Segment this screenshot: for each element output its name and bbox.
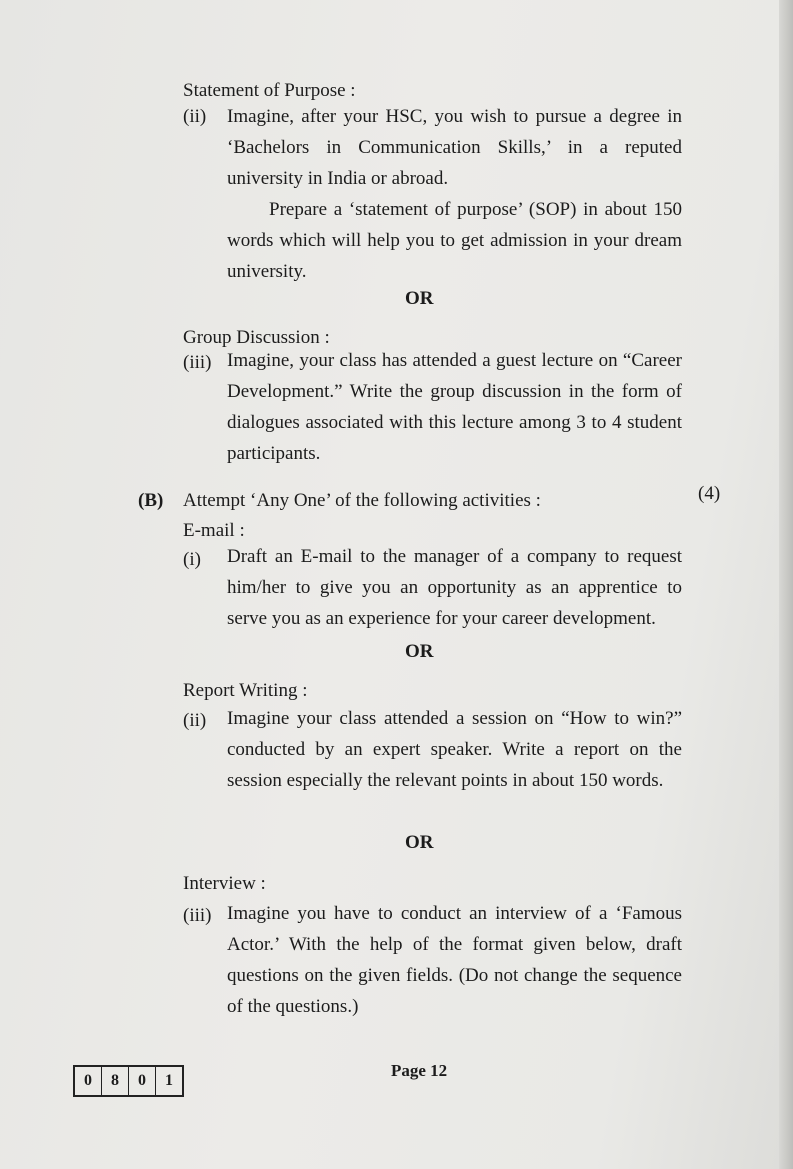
- gd-paragraph: Imagine, your class has attended a guest lecture on “Career Development.” Write the group discussion in the form of dialogues associated with this lecture among 3 to 4 student participants.: [227, 350, 682, 464]
- sop-heading: Statement of Purpose :: [183, 80, 356, 101]
- report-number: (ii): [183, 710, 207, 731]
- paper-code-digit: 0: [75, 1067, 102, 1095]
- email-paragraph: Draft an E-mail to the manager of a company to request him/her to give you an opportunity as an apprentice to serve you as an experience for your career development.: [227, 546, 682, 629]
- part-b-label: (B): [138, 490, 164, 511]
- interview-number: (iii): [183, 905, 212, 926]
- paper-code-digit: 8: [102, 1067, 129, 1095]
- email-number: (i): [183, 549, 201, 570]
- sop-text: [227, 101, 682, 287]
- interview-heading: Interview :: [183, 873, 266, 894]
- gd-number: (iii): [183, 352, 212, 373]
- or-divider-3: OR: [405, 832, 434, 853]
- paper-code-box: [73, 1065, 184, 1097]
- paper-code-digit: 0: [129, 1067, 156, 1095]
- report-paragraph: Imagine your class attended a session on “How to win?” conducted by an expert speaker. Write a report on the session especially the relevant points in about 150 words.: [227, 708, 682, 791]
- gd-text: [227, 345, 682, 469]
- paper-code-digit: 1: [165, 1072, 173, 1089]
- part-b-instruction: Attempt ‘Any One’ of the following activities :: [183, 490, 541, 511]
- email-text: [227, 541, 682, 634]
- gd-heading: Group Discussion :: [183, 327, 330, 348]
- interview-paragraph: Imagine you have to conduct an interview of a ‘Famous Actor.’ With the help of the format given below, draft questions on the given fields. (Do not change the sequence of the questions.): [227, 903, 682, 1017]
- part-b-marks: (4): [698, 483, 721, 504]
- report-heading: Report Writing :: [183, 680, 308, 701]
- page-edge-shadow: [779, 0, 793, 1169]
- or-divider-1: OR: [405, 288, 434, 309]
- page-number: Page 12: [391, 1061, 448, 1080]
- sop-number: (ii): [183, 106, 207, 127]
- or-divider-2: OR: [405, 641, 434, 662]
- interview-text: [227, 898, 682, 1022]
- sop-paragraph-2: Prepare a ‘statement of purpose’ (SOP) in about 150 words which will help you to get admission in your dream university.: [227, 199, 682, 282]
- email-heading: E-mail :: [183, 520, 245, 541]
- report-text: [227, 703, 682, 796]
- sop-paragraph-1: Imagine, after your HSC, you wish to pursue a degree in ‘Bachelors in Communication Skills,’ in a reputed university in India or abroad.: [227, 106, 682, 189]
